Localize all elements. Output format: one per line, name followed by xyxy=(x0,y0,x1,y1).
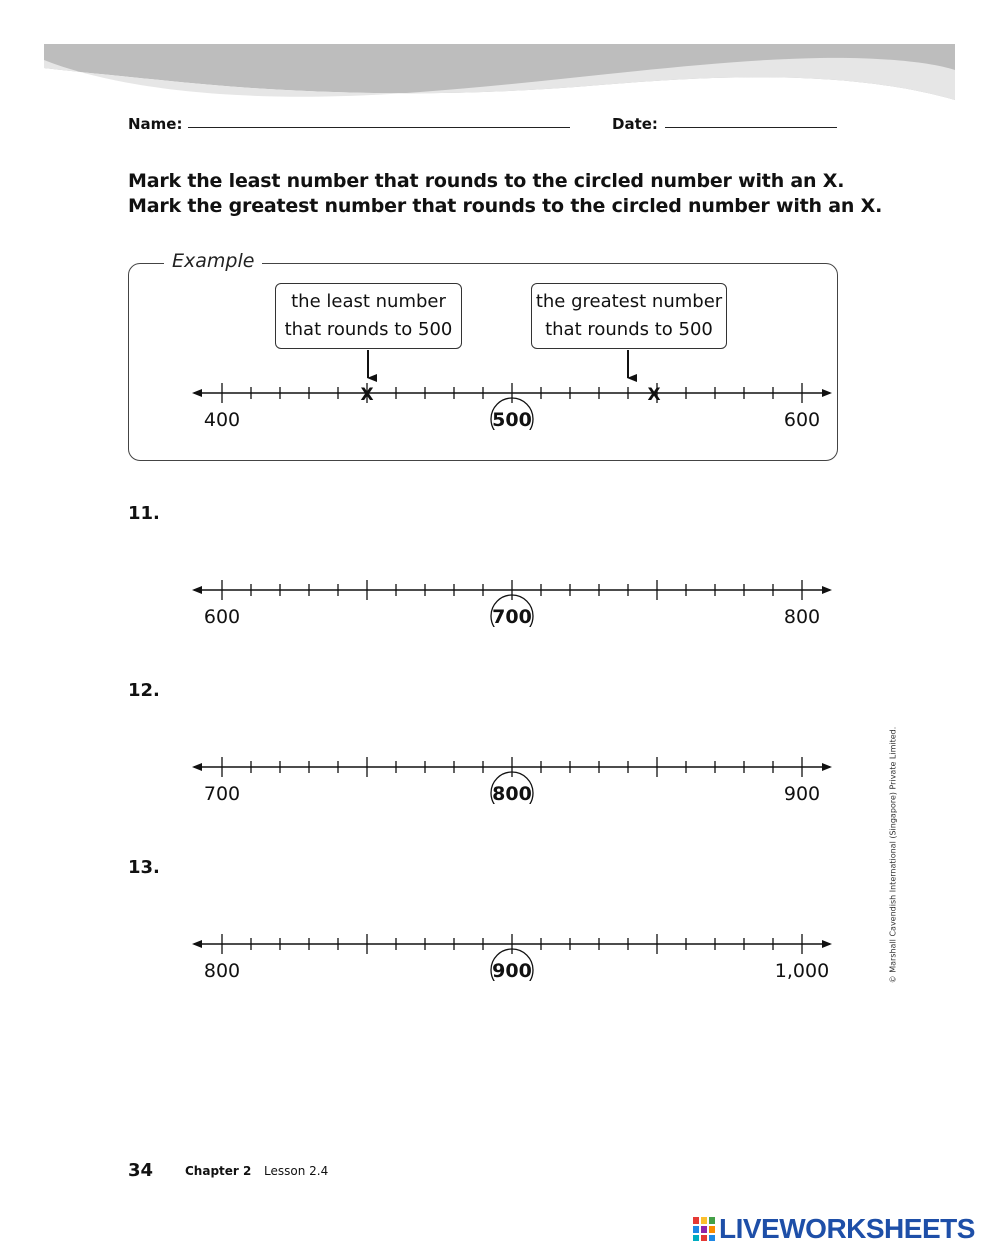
lesson-label: Lesson 2.4 xyxy=(264,1164,329,1178)
end-label: 1,000 xyxy=(774,960,830,981)
instruction-line-1: Mark the least number that rounds to the circled number with an X. xyxy=(128,170,845,192)
liveworksheets-grid-icon xyxy=(693,1217,715,1241)
problem-11-number-line[interactable] xyxy=(0,557,1000,627)
problem-12-number-line[interactable] xyxy=(0,734,1000,804)
date-label: Date: xyxy=(612,115,658,133)
arrow-right-icon xyxy=(822,940,832,948)
arrow-left-icon xyxy=(192,586,202,594)
problem-13-number-line[interactable] xyxy=(0,911,1000,981)
page-number: 34 xyxy=(128,1160,154,1181)
name-field[interactable] xyxy=(188,127,570,128)
arrow-left-icon xyxy=(192,940,202,948)
example-title: Example xyxy=(164,250,262,272)
end-label: 600 xyxy=(783,409,821,430)
circled-label: 700 xyxy=(492,606,532,627)
arrow-left-icon xyxy=(192,763,202,771)
problem-12-number: 12. xyxy=(128,680,160,701)
date-field[interactable] xyxy=(665,127,837,128)
instruction-line-2: Mark the greatest number that rounds to the circled number with an X. xyxy=(128,195,883,217)
problem-11-number: 11. xyxy=(128,503,160,524)
circled-label: 800 xyxy=(492,783,532,804)
x-mark: X xyxy=(360,385,374,405)
name-label: Name: xyxy=(128,115,183,133)
start-label: 400 xyxy=(203,409,241,430)
arrow-right-icon xyxy=(822,389,832,397)
start-label: 700 xyxy=(203,783,241,804)
least-callout-line-2: that rounds to 500 xyxy=(284,319,453,340)
header-banner xyxy=(0,0,1000,110)
problem-13-number: 13. xyxy=(128,857,160,878)
start-label: 600 xyxy=(203,606,241,627)
example-number-line xyxy=(0,360,1000,430)
circled-label: 900 xyxy=(492,960,532,981)
end-label: 900 xyxy=(783,783,821,804)
greatest-number-callout xyxy=(531,283,727,349)
liveworksheets-logo xyxy=(693,1213,975,1245)
x-mark: X xyxy=(647,385,661,405)
arrow-right-icon xyxy=(822,586,832,594)
circled-label: 500 xyxy=(492,409,532,430)
least-number-callout xyxy=(275,283,462,349)
liveworksheets-text: LIVEWORKSHEETS xyxy=(719,1213,975,1244)
chapter-label: Chapter 2 xyxy=(185,1164,252,1178)
greatest-callout-line-1: the greatest number xyxy=(535,291,723,312)
copyright-notice: © Marshall Cavendish International (Singapore) Private Limited. xyxy=(888,726,898,984)
greatest-callout-line-2: that rounds to 500 xyxy=(545,319,713,340)
start-label: 800 xyxy=(203,960,241,981)
arrow-right-icon xyxy=(822,763,832,771)
least-callout-line-1: the least number xyxy=(291,291,446,312)
arrow-left-icon xyxy=(192,389,202,397)
end-label: 800 xyxy=(783,606,821,627)
